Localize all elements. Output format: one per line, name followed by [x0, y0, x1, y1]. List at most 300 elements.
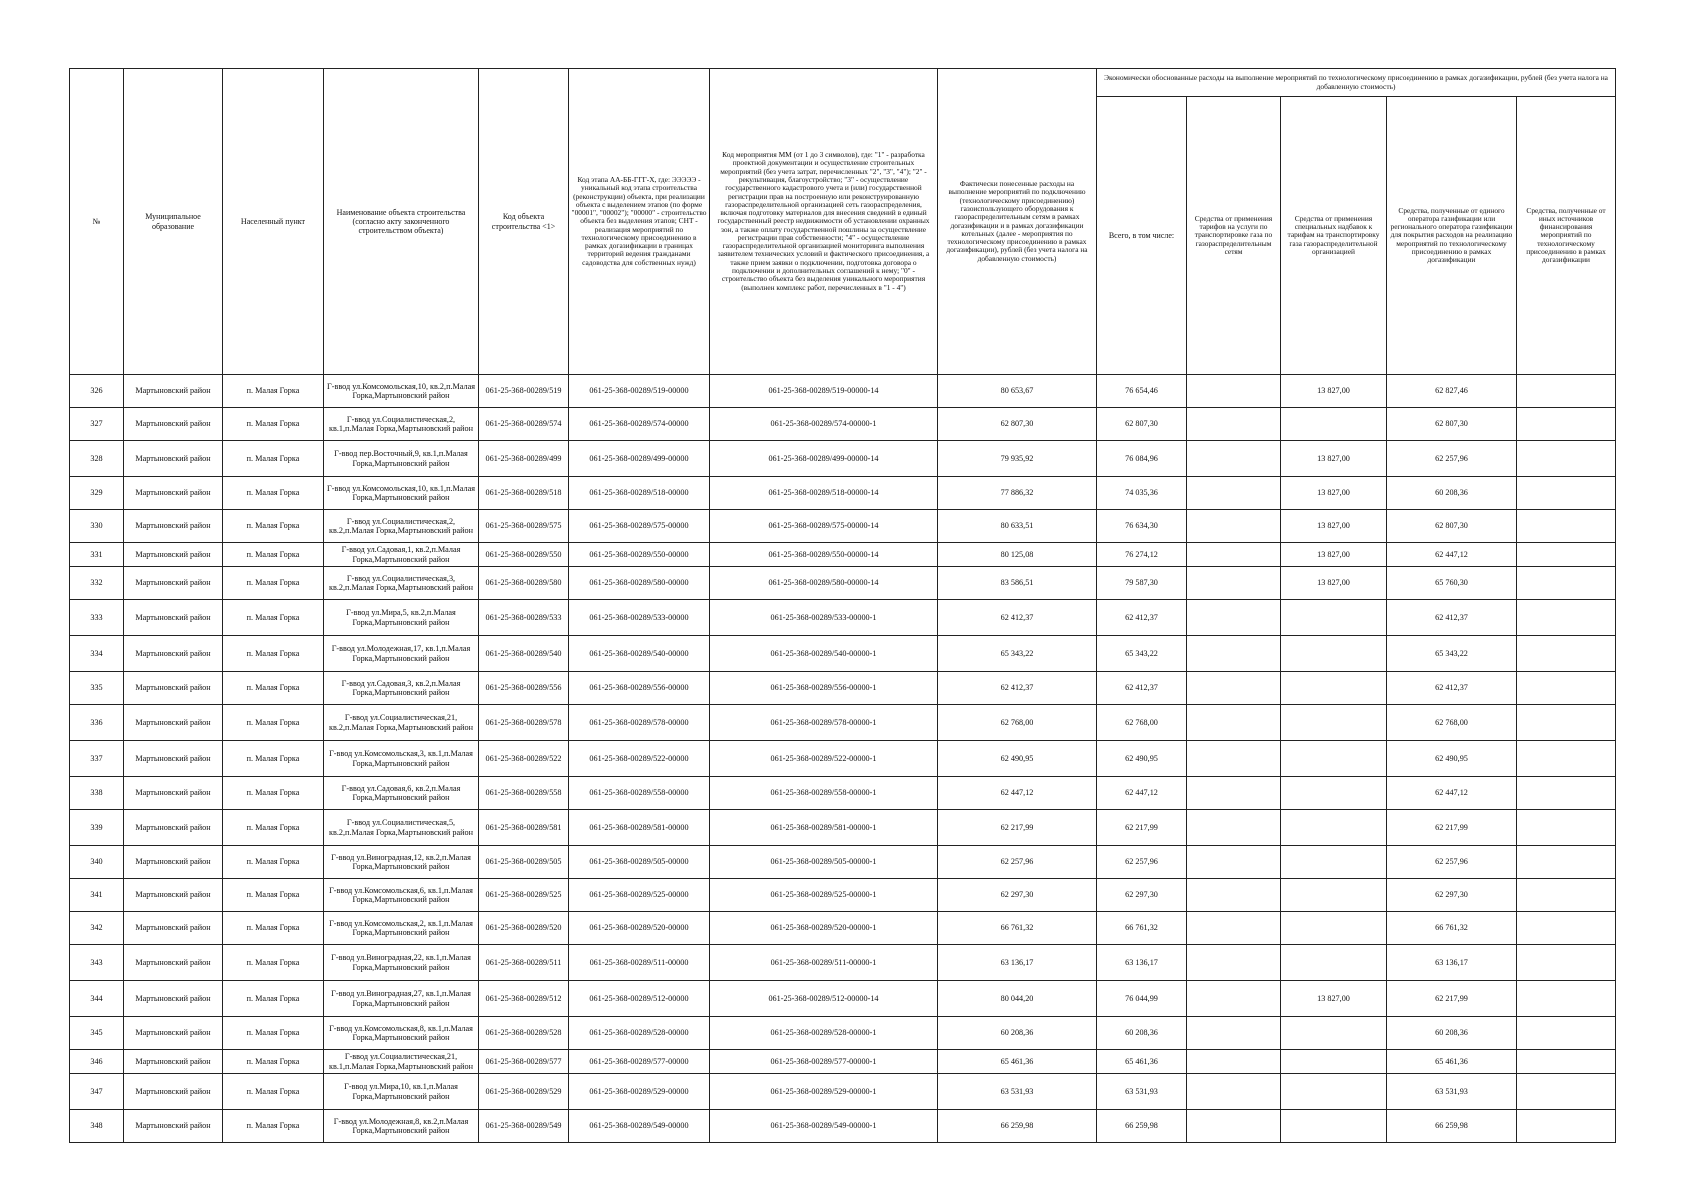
settlement-cell: п. Малая Горка — [223, 1017, 324, 1050]
object-name-cell: Г-ввод ул.Комсомольская,3, кв.1,п.Малая Горка,Мартыновский район — [324, 741, 479, 777]
actual-costs-cell: 80 653,67 — [938, 375, 1097, 408]
object-name-cell: Г-ввод ул.Комсомольская,6, кв.1,п.Малая Горка,Мартыновский район — [324, 879, 479, 912]
object-code-cell: 061-25-368-00289/533 — [479, 600, 569, 636]
other-cell — [1517, 810, 1616, 846]
total-cell: 66 259,98 — [1097, 1110, 1187, 1143]
tariff-cell — [1187, 600, 1281, 636]
settlement-cell: п. Малая Горка — [223, 477, 324, 510]
other-cell — [1517, 441, 1616, 477]
actual-costs-cell: 62 217,99 — [938, 810, 1097, 846]
table-row — [70, 912, 1616, 945]
table-body — [70, 375, 1616, 1143]
other-cell — [1517, 375, 1616, 408]
surcharge-cell — [1281, 879, 1387, 912]
header-surcharge: Средства от применения специальных надбавок к тарифам на транспортировку газа газораспределительной организацией — [1281, 97, 1387, 375]
table-row — [70, 567, 1616, 600]
settlement-cell: п. Малая Горка — [223, 912, 324, 945]
municipality-cell: Мартыновский район — [124, 879, 223, 912]
row-number: 339 — [70, 810, 124, 846]
event-code-cell: 061-25-368-00289/549-00000-1 — [710, 1110, 938, 1143]
event-code-cell: 061-25-368-00289/558-00000-1 — [710, 777, 938, 810]
operator-cell: 63 136,17 — [1387, 945, 1517, 981]
tariff-cell — [1187, 672, 1281, 705]
table-row — [70, 1017, 1616, 1050]
header-total: Всего, в том числе: — [1097, 97, 1187, 375]
municipality-cell: Мартыновский район — [124, 846, 223, 879]
object-code-cell: 061-25-368-00289/499 — [479, 441, 569, 477]
surcharge-cell — [1281, 636, 1387, 672]
surcharge-cell — [1281, 810, 1387, 846]
header-tariff: Средства от применения тарифов на услуги по транспортировке газа по газораспределительным сетям — [1187, 97, 1281, 375]
stage-code-cell: 061-25-368-00289/505-00000 — [569, 846, 710, 879]
municipality-cell: Мартыновский район — [124, 543, 223, 567]
other-cell — [1517, 477, 1616, 510]
object-code-cell: 061-25-368-00289/549 — [479, 1110, 569, 1143]
surcharge-cell — [1281, 777, 1387, 810]
object-code-cell: 061-25-368-00289/581 — [479, 810, 569, 846]
object-name-cell: Г-ввод ул.Садовая,3, кв.2,п.Малая Горка,Мартыновский район — [324, 672, 479, 705]
table-row — [70, 1110, 1616, 1143]
settlement-cell: п. Малая Горка — [223, 945, 324, 981]
municipality-cell: Мартыновский район — [124, 1017, 223, 1050]
event-code-cell: 061-25-368-00289/519-00000-14 — [710, 375, 938, 408]
actual-costs-cell: 60 208,36 — [938, 1017, 1097, 1050]
object-code-cell: 061-25-368-00289/550 — [479, 543, 569, 567]
row-number: 329 — [70, 477, 124, 510]
total-cell: 76 274,12 — [1097, 543, 1187, 567]
header-event-code: Код мероприятия ММ (от 1 до 3 символов), где: "1" - разработка проектной документации и осуществление строительных мероприятий (без учета затрат, перечисленных "2", "3", "4"); "2" - рекультивация, благоустройство; "3" - осуществление государственного кадастрового учета и (или) государственной регистрации прав на построенную или реконструированную газораспределительной организацией сеть газораспределения, включая подготовку материалов для внесения сведений в единый государственный реестр недвижимости об установлении охранных зон, а также оплату государственной пошлины за осуществление регистрации прав собственности; "4" - осуществление газораспределительной организацией мониторинга выполнения заявителем технических условий и фактического присоединения, а также прием заявки о подключении, подготовка договора о подключении и дополнительных соглашений к нему; "0" - строительство объекта без выделения уникального мероприятия (выполнен комплекс работ, перечисленных в "1 - 4") — [710, 69, 938, 375]
row-number: 347 — [70, 1074, 124, 1110]
operator-cell: 62 217,99 — [1387, 810, 1517, 846]
municipality-cell: Мартыновский район — [124, 945, 223, 981]
stage-code-cell: 061-25-368-00289/575-00000 — [569, 510, 710, 543]
settlement-cell: п. Малая Горка — [223, 879, 324, 912]
surcharge-cell: 13 827,00 — [1281, 375, 1387, 408]
table-row — [70, 1074, 1616, 1110]
other-cell — [1517, 510, 1616, 543]
operator-cell: 62 412,37 — [1387, 600, 1517, 636]
actual-costs-cell: 80 633,51 — [938, 510, 1097, 543]
settlement-cell: п. Малая Горка — [223, 441, 324, 477]
settlement-cell: п. Малая Горка — [223, 408, 324, 441]
total-cell: 65 461,36 — [1097, 1050, 1187, 1074]
settlement-cell: п. Малая Горка — [223, 636, 324, 672]
other-cell — [1517, 945, 1616, 981]
stage-code-cell: 061-25-368-00289/533-00000 — [569, 600, 710, 636]
stage-code-cell: 061-25-368-00289/518-00000 — [569, 477, 710, 510]
event-code-cell: 061-25-368-00289/528-00000-1 — [710, 1017, 938, 1050]
stage-code-cell: 061-25-368-00289/525-00000 — [569, 879, 710, 912]
tariff-cell — [1187, 1017, 1281, 1050]
settlement-cell: п. Малая Горка — [223, 510, 324, 543]
actual-costs-cell: 63 531,93 — [938, 1074, 1097, 1110]
row-number: 341 — [70, 879, 124, 912]
total-cell: 60 208,36 — [1097, 1017, 1187, 1050]
object-code-cell: 061-25-368-00289/575 — [479, 510, 569, 543]
stage-code-cell: 061-25-368-00289/577-00000 — [569, 1050, 710, 1074]
object-name-cell: Г-ввод ул.Комсомольская,10, кв.1,п.Малая Горка,Мартыновский район — [324, 477, 479, 510]
object-code-cell: 061-25-368-00289/558 — [479, 777, 569, 810]
total-cell: 62 297,30 — [1097, 879, 1187, 912]
stage-code-cell: 061-25-368-00289/512-00000 — [569, 981, 710, 1017]
event-code-cell: 061-25-368-00289/518-00000-14 — [710, 477, 938, 510]
municipality-cell: Мартыновский район — [124, 408, 223, 441]
event-code-cell: 061-25-368-00289/512-00000-14 — [710, 981, 938, 1017]
object-code-cell: 061-25-368-00289/574 — [479, 408, 569, 441]
surcharge-cell — [1281, 672, 1387, 705]
object-name-cell: Г-ввод ул.Социалистическая,2, кв.1,п.Малая Горка,Мартыновский район — [324, 408, 479, 441]
operator-cell: 62 257,96 — [1387, 846, 1517, 879]
table-row — [70, 600, 1616, 636]
stage-code-cell: 061-25-368-00289/549-00000 — [569, 1110, 710, 1143]
row-number: 345 — [70, 1017, 124, 1050]
other-cell — [1517, 981, 1616, 1017]
municipality-cell: Мартыновский район — [124, 810, 223, 846]
object-name-cell: Г-ввод ул.Виноградная,12, кв.2,п.Малая Горка,Мартыновский район — [324, 846, 479, 879]
table-row — [70, 375, 1616, 408]
settlement-cell: п. Малая Горка — [223, 846, 324, 879]
object-code-cell: 061-25-368-00289/511 — [479, 945, 569, 981]
tariff-cell — [1187, 510, 1281, 543]
actual-costs-cell: 62 297,30 — [938, 879, 1097, 912]
stage-code-cell: 061-25-368-00289/574-00000 — [569, 408, 710, 441]
object-name-cell: Г-ввод ул.Молодежная,17, кв.1,п.Малая Горка,Мартыновский район — [324, 636, 479, 672]
municipality-cell: Мартыновский район — [124, 1050, 223, 1074]
event-code-cell: 061-25-368-00289/550-00000-14 — [710, 543, 938, 567]
object-name-cell: Г-ввод ул.Садовая,1, кв.2,п.Малая Горка,Мартыновский район — [324, 543, 479, 567]
header-operator: Средства, полученные от единого оператора газификации или регионального оператора газификации для покрытия расходов на реализацию мероприятий по технологическому присоединению в рамках догазификации — [1387, 97, 1517, 375]
stage-code-cell: 061-25-368-00289/578-00000 — [569, 705, 710, 741]
stage-code-cell: 061-25-368-00289/558-00000 — [569, 777, 710, 810]
other-cell — [1517, 672, 1616, 705]
object-code-cell: 061-25-368-00289/505 — [479, 846, 569, 879]
header-other: Средства, полученные от иных источников финансирования мероприятий по технологическому присоединению в рамках догазификации — [1517, 97, 1616, 375]
actual-costs-cell: 62 412,37 — [938, 600, 1097, 636]
object-name-cell: Г-ввод пер.Восточный,9, кв.1,п.Малая Горка,Мартыновский район — [324, 441, 479, 477]
object-code-cell: 061-25-368-00289/519 — [479, 375, 569, 408]
event-code-cell: 061-25-368-00289/556-00000-1 — [710, 672, 938, 705]
settlement-cell: п. Малая Горка — [223, 567, 324, 600]
operator-cell: 65 461,36 — [1387, 1050, 1517, 1074]
actual-costs-cell: 66 259,98 — [938, 1110, 1097, 1143]
event-code-cell: 061-25-368-00289/520-00000-1 — [710, 912, 938, 945]
settlement-cell: п. Малая Горка — [223, 375, 324, 408]
settlement-cell: п. Малая Горка — [223, 1074, 324, 1110]
stage-code-cell: 061-25-368-00289/499-00000 — [569, 441, 710, 477]
total-cell: 65 343,22 — [1097, 636, 1187, 672]
tariff-cell — [1187, 477, 1281, 510]
operator-cell: 62 257,96 — [1387, 441, 1517, 477]
other-cell — [1517, 1017, 1616, 1050]
row-number: 344 — [70, 981, 124, 1017]
object-code-cell: 061-25-368-00289/518 — [479, 477, 569, 510]
total-cell: 62 807,30 — [1097, 408, 1187, 441]
settlement-cell: п. Малая Горка — [223, 981, 324, 1017]
object-code-cell: 061-25-368-00289/525 — [479, 879, 569, 912]
tariff-cell — [1187, 1074, 1281, 1110]
settlement-cell: п. Малая Горка — [223, 1110, 324, 1143]
actual-costs-cell: 79 935,92 — [938, 441, 1097, 477]
object-code-cell: 061-25-368-00289/528 — [479, 1017, 569, 1050]
operator-cell: 62 297,30 — [1387, 879, 1517, 912]
municipality-cell: Мартыновский район — [124, 777, 223, 810]
other-cell — [1517, 636, 1616, 672]
operator-cell: 62 217,99 — [1387, 981, 1517, 1017]
row-number: 331 — [70, 543, 124, 567]
row-number: 335 — [70, 672, 124, 705]
tariff-cell — [1187, 441, 1281, 477]
surcharge-cell — [1281, 846, 1387, 879]
settlement-cell: п. Малая Горка — [223, 672, 324, 705]
surcharge-cell: 13 827,00 — [1281, 477, 1387, 510]
actual-costs-cell: 65 343,22 — [938, 636, 1097, 672]
operator-cell: 62 490,95 — [1387, 741, 1517, 777]
total-cell: 63 531,93 — [1097, 1074, 1187, 1110]
municipality-cell: Мартыновский район — [124, 912, 223, 945]
row-number: 342 — [70, 912, 124, 945]
stage-code-cell: 061-25-368-00289/528-00000 — [569, 1017, 710, 1050]
settlement-cell: п. Малая Горка — [223, 600, 324, 636]
table-row — [70, 408, 1616, 441]
cost-table — [69, 68, 1616, 1143]
row-number: 343 — [70, 945, 124, 981]
other-cell — [1517, 408, 1616, 441]
stage-code-cell: 061-25-368-00289/556-00000 — [569, 672, 710, 705]
operator-cell: 62 827,46 — [1387, 375, 1517, 408]
total-cell: 74 035,36 — [1097, 477, 1187, 510]
object-name-cell: Г-ввод ул.Комсомольская,8, кв.1,п.Малая Горка,Мартыновский район — [324, 1017, 479, 1050]
table-header — [70, 69, 1616, 375]
other-cell — [1517, 741, 1616, 777]
operator-cell: 65 760,30 — [1387, 567, 1517, 600]
total-cell: 62 768,00 — [1097, 705, 1187, 741]
event-code-cell: 061-25-368-00289/529-00000-1 — [710, 1074, 938, 1110]
event-code-cell: 061-25-368-00289/574-00000-1 — [710, 408, 938, 441]
event-code-cell: 061-25-368-00289/540-00000-1 — [710, 636, 938, 672]
other-cell — [1517, 543, 1616, 567]
other-cell — [1517, 879, 1616, 912]
tariff-cell — [1187, 705, 1281, 741]
surcharge-cell: 13 827,00 — [1281, 981, 1387, 1017]
operator-cell: 62 447,12 — [1387, 543, 1517, 567]
actual-costs-cell: 62 807,30 — [938, 408, 1097, 441]
municipality-cell: Мартыновский район — [124, 375, 223, 408]
table-row — [70, 741, 1616, 777]
table-row — [70, 543, 1616, 567]
operator-cell: 62 807,30 — [1387, 510, 1517, 543]
stage-code-cell: 061-25-368-00289/511-00000 — [569, 945, 710, 981]
row-number: 348 — [70, 1110, 124, 1143]
total-cell: 76 084,96 — [1097, 441, 1187, 477]
municipality-cell: Мартыновский район — [124, 600, 223, 636]
other-cell — [1517, 705, 1616, 741]
tariff-cell — [1187, 636, 1281, 672]
object-name-cell: Г-ввод ул.Мира,10, кв.1,п.Малая Горка,Мартыновский район — [324, 1074, 479, 1110]
total-cell: 79 587,30 — [1097, 567, 1187, 600]
header-actual-costs: Фактически понесенные расходы на выполнение мероприятий по подключению (технологическому присоединению) газоиспользующего оборудования к газораспределительным сетям в рамках догазификации и в рамках догазификации котельных (далее - мероприятия по технологическому присоединению в рамках догазификации), рублей (без учета налога на добавленную стоимость) — [938, 69, 1097, 375]
surcharge-cell — [1281, 912, 1387, 945]
other-cell — [1517, 1050, 1616, 1074]
actual-costs-cell: 80 125,08 — [938, 543, 1097, 567]
total-cell: 62 412,37 — [1097, 672, 1187, 705]
actual-costs-cell: 80 044,20 — [938, 981, 1097, 1017]
settlement-cell: п. Малая Горка — [223, 543, 324, 567]
event-code-cell: 061-25-368-00289/575-00000-14 — [710, 510, 938, 543]
other-cell — [1517, 777, 1616, 810]
tariff-cell — [1187, 945, 1281, 981]
surcharge-cell — [1281, 741, 1387, 777]
object-code-cell: 061-25-368-00289/578 — [479, 705, 569, 741]
object-code-cell: 061-25-368-00289/580 — [479, 567, 569, 600]
tariff-cell — [1187, 1050, 1281, 1074]
event-code-cell: 061-25-368-00289/581-00000-1 — [710, 810, 938, 846]
table-row — [70, 846, 1616, 879]
table-row — [70, 705, 1616, 741]
header-object-code: Код объекта строительства <1> — [479, 69, 569, 375]
surcharge-cell — [1281, 408, 1387, 441]
surcharge-cell — [1281, 1017, 1387, 1050]
surcharge-cell: 13 827,00 — [1281, 510, 1387, 543]
object-code-cell: 061-25-368-00289/520 — [479, 912, 569, 945]
operator-cell: 66 761,32 — [1387, 912, 1517, 945]
other-cell — [1517, 600, 1616, 636]
object-name-cell: Г-ввод ул.Комсомольская,2, кв.1,п.Малая Горка,Мартыновский район — [324, 912, 479, 945]
other-cell — [1517, 846, 1616, 879]
total-cell: 62 490,95 — [1097, 741, 1187, 777]
surcharge-cell: 13 827,00 — [1281, 441, 1387, 477]
object-code-cell: 061-25-368-00289/577 — [479, 1050, 569, 1074]
tariff-cell — [1187, 1110, 1281, 1143]
row-number: 336 — [70, 705, 124, 741]
header-object-name: Наименование объекта строительства (согласно акту законченного строительством объекта) — [324, 69, 479, 375]
municipality-cell: Мартыновский район — [124, 567, 223, 600]
header-stage-code: Код этапа АА-ББ-ГГГ-Х, где: ЭЭЭЭЭ - уникальный код этапа строительства (реконструкции) объекта, при реализации объекта с выделением этапов (по форме "00001", "00002"); "00000" - строительство объекта без выделения этапов; СНТ - реализация мероприятий по технологическому присоединению в рамках догазификации в границах территорий ведения гражданами садоводства для собственных нужд) — [569, 69, 710, 375]
object-name-cell: Г-ввод ул.Социалистическая,2, кв.2,п.Малая Горка,Мартыновский район — [324, 510, 479, 543]
actual-costs-cell: 62 490,95 — [938, 741, 1097, 777]
event-code-cell: 061-25-368-00289/499-00000-14 — [710, 441, 938, 477]
total-cell: 76 044,99 — [1097, 981, 1187, 1017]
settlement-cell: п. Малая Горка — [223, 1050, 324, 1074]
header-municipality: Муниципальное образование — [124, 69, 223, 375]
actual-costs-cell: 62 768,00 — [938, 705, 1097, 741]
tariff-cell — [1187, 846, 1281, 879]
table-row — [70, 510, 1616, 543]
municipality-cell: Мартыновский район — [124, 981, 223, 1017]
row-number: 328 — [70, 441, 124, 477]
surcharge-cell — [1281, 945, 1387, 981]
object-name-cell: Г-ввод ул.Виноградная,22, кв.1,п.Малая Горка,Мартыновский район — [324, 945, 479, 981]
object-code-cell: 061-25-368-00289/540 — [479, 636, 569, 672]
event-code-cell: 061-25-368-00289/525-00000-1 — [710, 879, 938, 912]
other-cell — [1517, 567, 1616, 600]
table-row — [70, 777, 1616, 810]
surcharge-cell — [1281, 1074, 1387, 1110]
settlement-cell: п. Малая Горка — [223, 741, 324, 777]
tariff-cell — [1187, 375, 1281, 408]
object-code-cell: 061-25-368-00289/556 — [479, 672, 569, 705]
operator-cell: 60 208,36 — [1387, 477, 1517, 510]
actual-costs-cell: 83 586,51 — [938, 567, 1097, 600]
header-group-title: Экономически обоснованные расходы на выполнение мероприятий по технологическому присоединению в рамках догазификации, рублей (без учета налога на добавленную стоимость) — [1097, 69, 1616, 97]
header-settlement: Населенный пункт — [223, 69, 324, 375]
actual-costs-cell: 77 886,32 — [938, 477, 1097, 510]
object-name-cell: Г-ввод ул.Социалистическая,3, кв.2,п.Малая Горка,Мартыновский район — [324, 567, 479, 600]
tariff-cell — [1187, 777, 1281, 810]
table-row — [70, 477, 1616, 510]
operator-cell: 62 447,12 — [1387, 777, 1517, 810]
tariff-cell — [1187, 879, 1281, 912]
tariff-cell — [1187, 543, 1281, 567]
tariff-cell — [1187, 567, 1281, 600]
total-cell: 76 654,46 — [1097, 375, 1187, 408]
object-name-cell: Г-ввод ул.Мира,5, кв.2,п.Малая Горка,Мартыновский район — [324, 600, 479, 636]
row-number: 326 — [70, 375, 124, 408]
object-name-cell: Г-ввод ул.Социалистическая,21, кв.2,п.Малая Горка,Мартыновский район — [324, 705, 479, 741]
table-row — [70, 1050, 1616, 1074]
stage-code-cell: 061-25-368-00289/581-00000 — [569, 810, 710, 846]
operator-cell: 65 343,22 — [1387, 636, 1517, 672]
table-row — [70, 636, 1616, 672]
surcharge-cell — [1281, 1110, 1387, 1143]
surcharge-cell: 13 827,00 — [1281, 543, 1387, 567]
row-number: 332 — [70, 567, 124, 600]
total-cell: 62 217,99 — [1097, 810, 1187, 846]
table-row — [70, 879, 1616, 912]
other-cell — [1517, 1110, 1616, 1143]
operator-cell: 62 412,37 — [1387, 672, 1517, 705]
object-name-cell: Г-ввод ул.Молодежная,8, кв.2,п.Малая Горка,Мартыновский район — [324, 1110, 479, 1143]
total-cell: 62 412,37 — [1097, 600, 1187, 636]
stage-code-cell: 061-25-368-00289/520-00000 — [569, 912, 710, 945]
operator-cell: 62 768,00 — [1387, 705, 1517, 741]
event-code-cell: 061-25-368-00289/533-00000-1 — [710, 600, 938, 636]
total-cell: 66 761,32 — [1097, 912, 1187, 945]
municipality-cell: Мартыновский район — [124, 441, 223, 477]
event-code-cell: 061-25-368-00289/522-00000-1 — [710, 741, 938, 777]
tariff-cell — [1187, 810, 1281, 846]
operator-cell: 60 208,36 — [1387, 1017, 1517, 1050]
table-row — [70, 810, 1616, 846]
total-cell: 62 257,96 — [1097, 846, 1187, 879]
operator-cell: 66 259,98 — [1387, 1110, 1517, 1143]
settlement-cell: п. Малая Горка — [223, 777, 324, 810]
operator-cell: 62 807,30 — [1387, 408, 1517, 441]
row-number: 327 — [70, 408, 124, 441]
header-no: № — [70, 69, 124, 375]
object-code-cell: 061-25-368-00289/512 — [479, 981, 569, 1017]
surcharge-cell — [1281, 705, 1387, 741]
event-code-cell: 061-25-368-00289/511-00000-1 — [710, 945, 938, 981]
object-code-cell: 061-25-368-00289/522 — [479, 741, 569, 777]
object-name-cell: Г-ввод ул.Социалистическая,5, кв.2,п.Малая Горка,Мартыновский район — [324, 810, 479, 846]
actual-costs-cell: 63 136,17 — [938, 945, 1097, 981]
stage-code-cell: 061-25-368-00289/529-00000 — [569, 1074, 710, 1110]
tariff-cell — [1187, 912, 1281, 945]
stage-code-cell: 061-25-368-00289/522-00000 — [569, 741, 710, 777]
actual-costs-cell: 66 761,32 — [938, 912, 1097, 945]
object-name-cell: Г-ввод ул.Виноградная,27, кв.1,п.Малая Горка,Мартыновский район — [324, 981, 479, 1017]
row-number: 333 — [70, 600, 124, 636]
municipality-cell: Мартыновский район — [124, 672, 223, 705]
actual-costs-cell: 62 257,96 — [938, 846, 1097, 879]
total-cell: 76 634,30 — [1097, 510, 1187, 543]
table-row — [70, 672, 1616, 705]
object-name-cell: Г-ввод ул.Садовая,6, кв.2,п.Малая Горка,Мартыновский район — [324, 777, 479, 810]
row-number: 334 — [70, 636, 124, 672]
tariff-cell — [1187, 741, 1281, 777]
event-code-cell: 061-25-368-00289/578-00000-1 — [710, 705, 938, 741]
row-number: 346 — [70, 1050, 124, 1074]
